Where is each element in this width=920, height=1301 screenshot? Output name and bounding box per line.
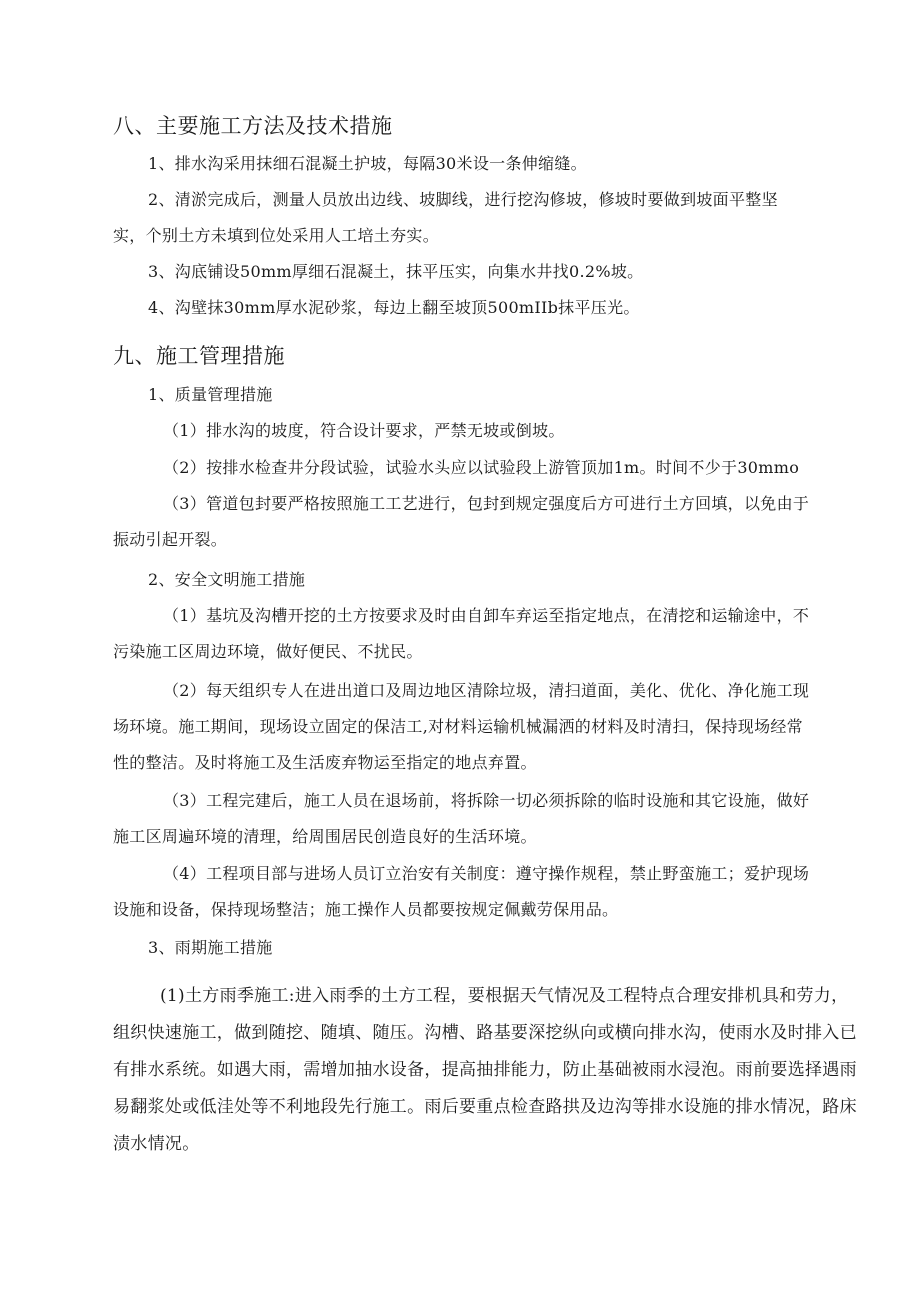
safety-item-3-continued: 施工区周遍环境的清理，给周围居民创造良好的生活环境。: [113, 827, 537, 846]
quality-item-2: （2）按排水检查井分段试验，试验水头应以试验段上游管顶加1m。时间不少于30mmo: [163, 458, 800, 477]
rain-item-1: (1)土方雨季施工:进入雨季的土方工程，要根据天气情况及工程特点合理安排机具和劳力，: [160, 986, 849, 1006]
rain-item-1-continued-4: 渍水情况。: [113, 1134, 200, 1154]
section-8-item-2: 2、清淤完成后，测量人员放出边线、坡脚线，进行挖沟修坡，修坡时要做到坡面平整坚: [148, 190, 778, 209]
safety-item-3: （3）工程完建后，施工人员在退场前，将拆除一切必须拆除的临时设施和其它设施，做好: [163, 791, 810, 810]
quality-item-3-continued: 振动引起开裂。: [113, 530, 228, 549]
rain-item-1-continued-3: 易翻浆处或低洼处等不利地段先行施工。雨后要重点检查路拱及边沟等排水设施的排水情况，路床: [113, 1097, 857, 1117]
section-9-heading: 九、施工管理措施: [113, 344, 285, 368]
quality-item-1: （1）排水沟的坡度，符合设计要求，严禁无坡或倒坡。: [163, 421, 565, 440]
safety-item-2-continued-1: 场环境。施工期间，现场设立固定的保洁工,对材料运输机械漏洒的材料及时清扫，保持现场经常: [113, 717, 803, 736]
rain-measures-title: 3、雨期施工措施: [148, 938, 273, 957]
quality-item-3: （3）管道包封要严格按照施工工艺进行，包封到规定强度后方可进行土方回填，以免由于: [163, 494, 810, 513]
section-8-item-2-continued: 实，个别土方未填到位处采用人工培土夯实。: [113, 226, 440, 245]
safety-item-1-continued: 污染施工区周边环境，做好便民、不扰民。: [113, 642, 423, 661]
quality-measures-title: 1、质量管理措施: [148, 385, 273, 404]
safety-measures-title: 2、安全文明施工措施: [148, 570, 306, 589]
section-8-item-3: 3、沟底铺设50mm厚细石混凝土，抹平压实，向集水井找0.2%坡。: [148, 262, 644, 281]
section-8-item-4: 4、沟壁抹30mm厚水泥砂浆，每边上翻至坡顶500mIIb抹平压光。: [148, 298, 640, 317]
safety-item-4: （4）工程项目部与进场人员订立治安有关制度：遵守操作规程，禁止野蛮施工；爱护现场: [163, 864, 810, 883]
safety-item-2-continued-2: 性的整洁。及时将施工及生活废弃物运至指定的地点弃置。: [113, 753, 537, 772]
rain-item-1-continued-1: 组织快速施工，做到随挖、随填、随压。沟槽、路基要深挖纵向或横向排水沟，使雨水及时排入已: [113, 1023, 857, 1043]
safety-item-1: （1）基坑及沟槽开挖的土方按要求及时由自卸车弃运至指定地点，在清挖和运输途中，不: [163, 606, 810, 625]
safety-item-2: （2）每天组织专人在进出道口及周边地区清除垃圾，清扫道面，美化、优化、净化施工现: [163, 681, 810, 700]
section-8-item-1: 1、排水沟采用抹细石混凝土护坡，每隔30米设一条伸缩缝。: [148, 154, 587, 173]
section-8-heading: 八、主要施工方法及技术措施: [113, 114, 393, 138]
rain-item-1-continued-2: 有排水系统。如遇大雨，需增加抽水设备，提高抽排能力，防止基础被雨水浸泡。雨前要选择遇雨: [113, 1060, 857, 1080]
safety-item-4-continued: 设施和设备，保持现场整洁；施工操作人员都要按规定佩戴劳保用品。: [113, 900, 619, 919]
